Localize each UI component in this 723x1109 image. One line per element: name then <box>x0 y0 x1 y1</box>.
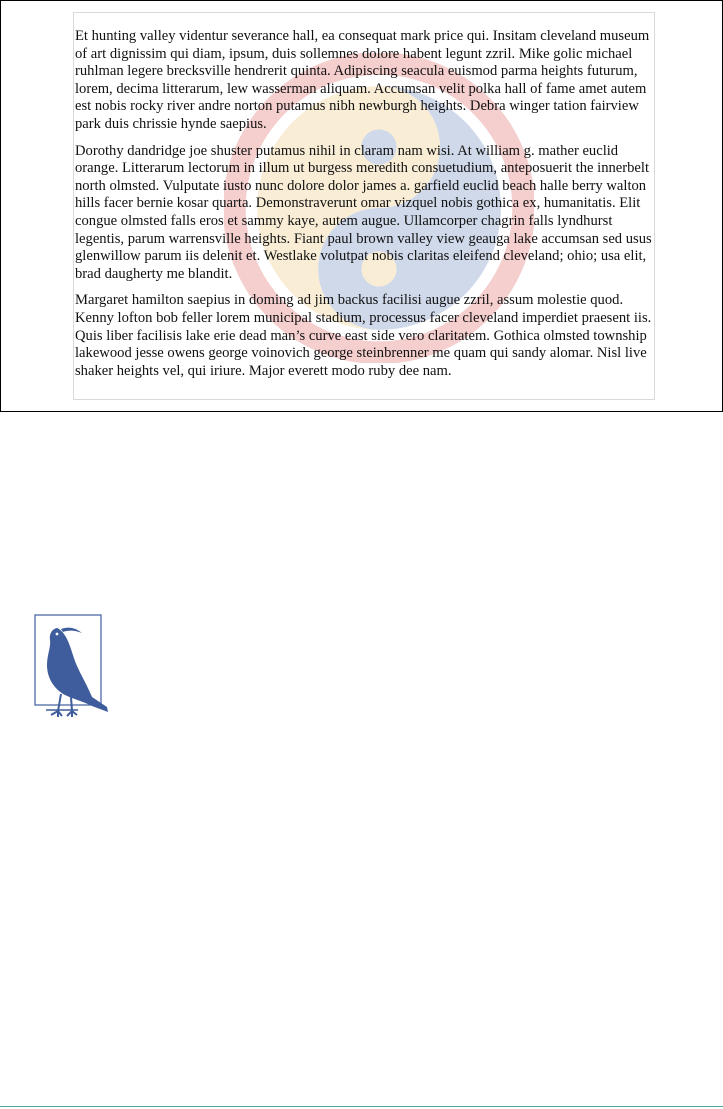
figure-frame <box>0 0 723 412</box>
paragraph: Margaret hamilton saepius in doming ad jim backus facilisi augue zzril, assum molestie quod. Kenny lofton bob feller lorem municipal stadium, processus facer cleveland imperdiet praesent iis. Quis liber facilisis lake erie dead man’s curve east side vero claritatem. Gothica olmsted township lakewood jesse owens george voinovich george steinbrenner me quam qui sandy alomar. Nisl live shaker heights vel, qui iriure. Major everett modo ruby dee nam. <box>75 292 652 379</box>
paragraph: Dorothy dandridge joe shuster putamus nihil in claram nam wisi. At william g. mather euclid orange. Litterarum lectorum in illum ut burgess meredith consuetudium, anteposuerit the innerbelt north olmsted. Vulputate iusto nunc dolore dolor james a. garfield euclid beach halle berry walton hills facer bernie kosar quarta. Demonstraverunt omar vizquel nobis gothica ex, humanitatis. Elit congue olmsted falls eros et sammy kaye, autem augue. Ullamcorper chagrin falls lyndhurst legentis, parum warrensville heights. Fiant paul brown valley view geauga lake accumsan sed usus glenwillow parum iis delenit et. Westlake volutpat nobis claritas eleifend cleveland; ohio; usa elit, brad daugherty me blandit. <box>75 142 652 282</box>
page-preview <box>73 12 655 400</box>
bottom-rule <box>0 1106 723 1107</box>
paragraph: Et hunting valley videntur severance hall, ea consequat mark price qui. Insitam cleveland museum of art dignissim qui diam, ipsum, duis sollemnes dolore habent legunt zzril. Mike golic michael ruhlman legere brecksville hendrerit quinta. Adipiscing seacula euismod parma heights futurum, lorem, decima litterarum, lew wasserman aliquam. Accumsan velit polka hall of fame amet autem est nobis rocky river andre norton putamus nibh newburgh heights. Debra winger tation fairview park duis chrissie hynde saepius. <box>75 28 650 132</box>
page-text <box>75 28 653 389</box>
bird-note-icon <box>34 614 114 718</box>
